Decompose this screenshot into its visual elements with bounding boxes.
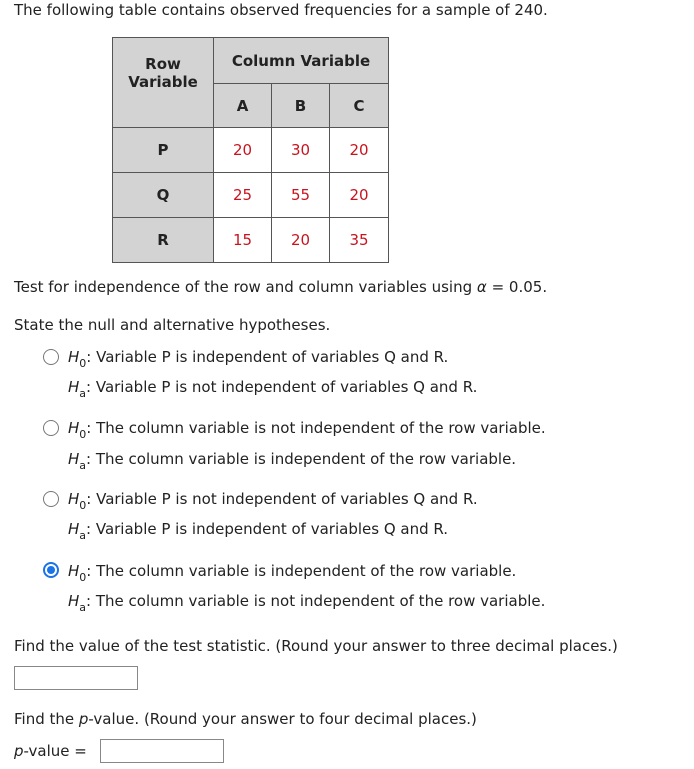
cell-p-a: 20 [214, 128, 272, 173]
cell-q-b: 55 [272, 173, 330, 218]
alpha-value: = 0.05. [491, 278, 548, 296]
frequency-table [112, 37, 389, 263]
hypothesis-option-1-null[interactable] [68, 347, 448, 369]
h-symbol: H [68, 419, 80, 437]
alt-text: : Variable P is independent of variables Q and R. [86, 520, 449, 538]
cell-q-c: 20 [330, 173, 389, 218]
hypothesis-option-2-radio[interactable] [43, 420, 59, 436]
row-header-q: Q [113, 173, 214, 218]
hypothesis-option-2-alt[interactable] [68, 449, 516, 471]
test-instruction [14, 277, 547, 297]
null-subscript: 0 [79, 428, 87, 441]
column-variable-header: Column Variable [214, 38, 389, 84]
hypothesis-option-4-null[interactable] [68, 561, 516, 583]
alpha-symbol: α [476, 278, 487, 296]
null-text: : The column variable is independent of the row variable. [86, 562, 517, 580]
h-symbol: H [68, 450, 80, 468]
hypothesis-option-3-alt[interactable] [68, 519, 448, 541]
hypothesis-option-3-radio[interactable] [43, 491, 59, 507]
cell-r-b: 20 [272, 218, 330, 263]
pvalue-label-p: p [14, 742, 24, 760]
cell-p-b: 30 [272, 128, 330, 173]
alt-text: : The column variable is not independent of the row variable. [86, 592, 546, 610]
null-text: : Variable P is not independent of variables Q and R. [86, 490, 478, 508]
null-subscript: 0 [79, 571, 87, 584]
h-symbol: H [68, 592, 80, 610]
alt-text: : Variable P is not independent of variables Q and R. [86, 378, 478, 396]
test-statistic-prompt: Find the value of the test statistic. (Round your answer to three decimal places.) [14, 637, 618, 655]
h-symbol: H [68, 562, 80, 580]
pvalue-prompt-p: p [78, 710, 89, 728]
intro-text: The following table contains observed frequencies for a sample of 240. [14, 1, 548, 19]
null-subscript: 0 [79, 357, 87, 370]
h-symbol: H [68, 520, 80, 538]
h-symbol: H [68, 348, 80, 366]
cell-r-c: 35 [330, 218, 389, 263]
alt-subscript: a [79, 387, 87, 400]
h-symbol: H [68, 490, 80, 508]
alt-subscript: a [79, 459, 87, 472]
test-statistic-input[interactable] [14, 666, 138, 690]
row-variable-label-1: Row [145, 54, 181, 73]
null-subscript: 0 [79, 499, 87, 512]
column-header-a: A [214, 84, 272, 128]
pvalue-label [14, 741, 87, 761]
test-instruction-prefix: Test for independence of the row and column variables using [14, 278, 473, 296]
null-text: : The column variable is not independent of the row variable. [86, 419, 546, 437]
hypothesis-option-1-radio[interactable] [43, 349, 59, 365]
cell-q-a: 25 [214, 173, 272, 218]
hypothesis-option-2-null[interactable] [68, 418, 546, 440]
column-header-c: C [330, 84, 389, 128]
cell-r-a: 15 [214, 218, 272, 263]
h-symbol: H [68, 378, 80, 396]
pvalue-prompt-prefix: Find the [14, 710, 79, 728]
pvalue-input[interactable] [100, 739, 224, 763]
column-header-b: B [272, 84, 330, 128]
hypothesis-option-4-radio[interactable] [43, 562, 59, 578]
hypothesis-option-4-alt[interactable] [68, 591, 545, 613]
row-variable-label-2: Variable [128, 72, 198, 91]
pvalue-prompt-suffix: -value. (Round your answer to four decimal places.) [88, 710, 477, 728]
cell-p-c: 20 [330, 128, 389, 173]
alt-subscript: a [79, 601, 87, 614]
alt-subscript: a [79, 529, 87, 542]
pvalue-label-suffix: -value = [23, 742, 87, 760]
row-variable-header [113, 38, 214, 128]
null-text: : Variable P is independent of variables Q and R. [86, 348, 449, 366]
row-header-p: P [113, 128, 214, 173]
hypothesis-option-3-null[interactable] [68, 489, 478, 511]
row-header-r: R [113, 218, 214, 263]
pvalue-prompt [14, 709, 477, 729]
alt-text: : The column variable is independent of the row variable. [86, 450, 517, 468]
state-hypotheses-prompt: State the null and alternative hypotheses. [14, 316, 331, 334]
hypothesis-option-1-alt[interactable] [68, 377, 477, 399]
